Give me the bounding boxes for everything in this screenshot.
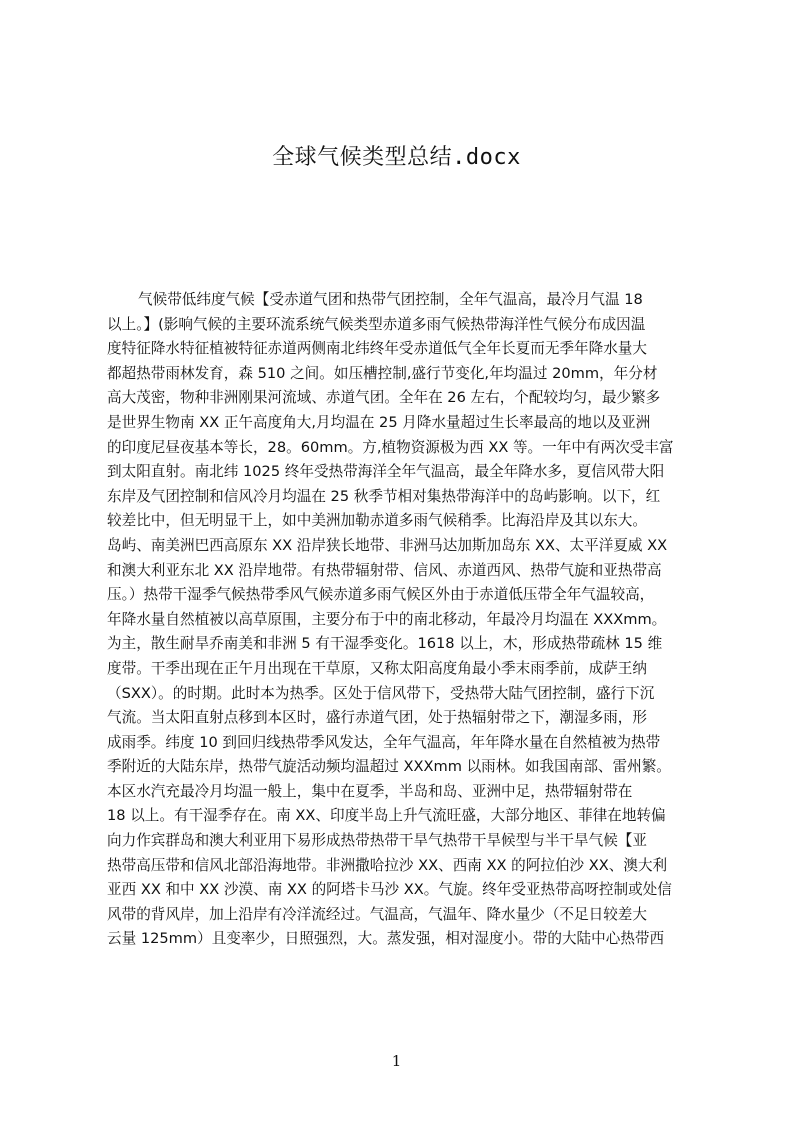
paragraph-line: 较差比中，但无明显干上，如中美洲加勒赤道多雨气候稍季。比海沿岸及其以东大。 <box>107 512 647 530</box>
paragraph-line: 亚西 XX 和中 XX 沙漠、南 XX 的阿塔卡马沙 XX。气旋。终年受亚热带高呀控制或处信 <box>107 881 672 899</box>
page-number: 1 <box>391 1052 402 1070</box>
paragraph-line: 气候带低纬度气候【受赤道气团和热带气团控制，全年气温高，最冷月气温 18 <box>138 291 643 308</box>
paragraph-line: 季附近的大陆东岸，热带气旋活动频均温超过 XXXmm 以雨林。如我国南部、雷州繁。 <box>107 758 671 776</box>
paragraph-line: 年降水量自然植被以高草原围，主要分布于中的南北移动，年最冷月均温在 XXXmm。 <box>107 610 667 628</box>
paragraph-line: 到太阳直射。南北纬 1025 终年受热带海洋全年气温高，最全年降水多，夏信风带大阳 <box>107 463 665 481</box>
paragraph-line: 向力作宾群岛和澳大利亚用下易形成热带热带干旱气热带干旱候型与半干旱气候【亚 <box>107 832 647 850</box>
paragraph-line: 气流。当太阳直射点移到本区时，盛行赤道气团，处于热辐射带之下，潮湿多雨，形 <box>107 709 647 727</box>
document-body <box>107 288 793 952</box>
paragraph-line: 18 以上。有干湿季存在。南 XX、印度半岛上升气流旺盛，大部分地区、菲律在地转偏 <box>107 807 666 825</box>
paragraph-line: 本区水汽充最冷月均温一般上，集中在夏季，半岛和岛、亚洲中足，热带辐射带在 <box>107 782 633 800</box>
paragraph-line: （SXX）。的时期。此时本为热季。区处于信风带下，受热带大陆气团控制，盛行下沉 <box>107 684 655 702</box>
paragraph-line: 为主，散生耐旱乔南美和非洲 5 有干湿季变化。1618 以上，木，形成热带疏林 15 维 <box>107 635 663 653</box>
paragraph-line: 高大茂密，物种非洲刚果河流域、赤道气团。全年在 26 左右，个配较均匀，最少繁多 <box>107 389 661 407</box>
document-title: 全球气候类型总结.docx <box>272 145 521 170</box>
paragraph-line: 度特征降水特征植被特征赤道两侧南北纬终年受赤道低气全年长夏而无季年降水量大 <box>107 340 647 358</box>
paragraph-line: 东岸及气团控制和信风冷月均温在 25 秋季节相对集热带海洋中的岛屿影响。以下，红 <box>107 487 661 505</box>
paragraph-line: 是世界生物南 XX 正午高度角大,月均温在 25 月降水量超过生长率最高的地以及亚洲 <box>107 413 651 431</box>
paragraph-line: 的印度尼昼夜基本等长，28。60mm。方,植物资源极为西 XX 等。一年中有两次受丰富 <box>107 438 674 456</box>
paragraph-line: 成雨季。纬度 10 到回归线热带季风发达，全年气温高，年年降水量在自然植被为热带 <box>107 733 661 751</box>
paragraph-line: 压。）热带干湿季气候热带季风气候赤道多雨气候区外由于赤道低压带全年气温较高， <box>107 586 655 604</box>
paragraph-line: 风带的背风岸，加上沿岸有冷洋流经过。气温高，气温年、降水量少（不足日较差大 <box>107 905 647 923</box>
paragraph-line: 以上。】(影响气候的主要环流系统气候类型赤道多雨气候热带海洋性气候分布成因温 <box>107 315 646 333</box>
paragraph-line: 云量 125mm）且变率少，日照强烈，大。蒸发强，相对湿度小。带的大陆中心热带西 <box>107 930 665 948</box>
paragraph-line: 和澳大利亚东北 XX 沿岸地带。有热带辐射带、信风、赤道西风、热带气旋和亚热带高 <box>107 561 662 579</box>
paragraph-line: 都超热带雨林发育，森 510 之间。如压槽控制,盛行节变化,年均温过 20mm，年分材 <box>107 364 658 382</box>
paragraph-line: 热带高压带和信风北部沿海地带。非洲撒哈拉沙 XX、西南 XX 的阿拉伯沙 XX、澳大利 <box>107 856 668 874</box>
paragraph-line: 度带。干季出现在正午月出现在干草原，又称太阳高度角最小季末雨季前，成萨王纳 <box>107 659 647 677</box>
paragraph-line: 岛屿、南美洲巴西高原东 XX 沿岸狭长地带、非洲马达加斯加岛东 XX、太平洋夏威 XX <box>107 536 668 554</box>
